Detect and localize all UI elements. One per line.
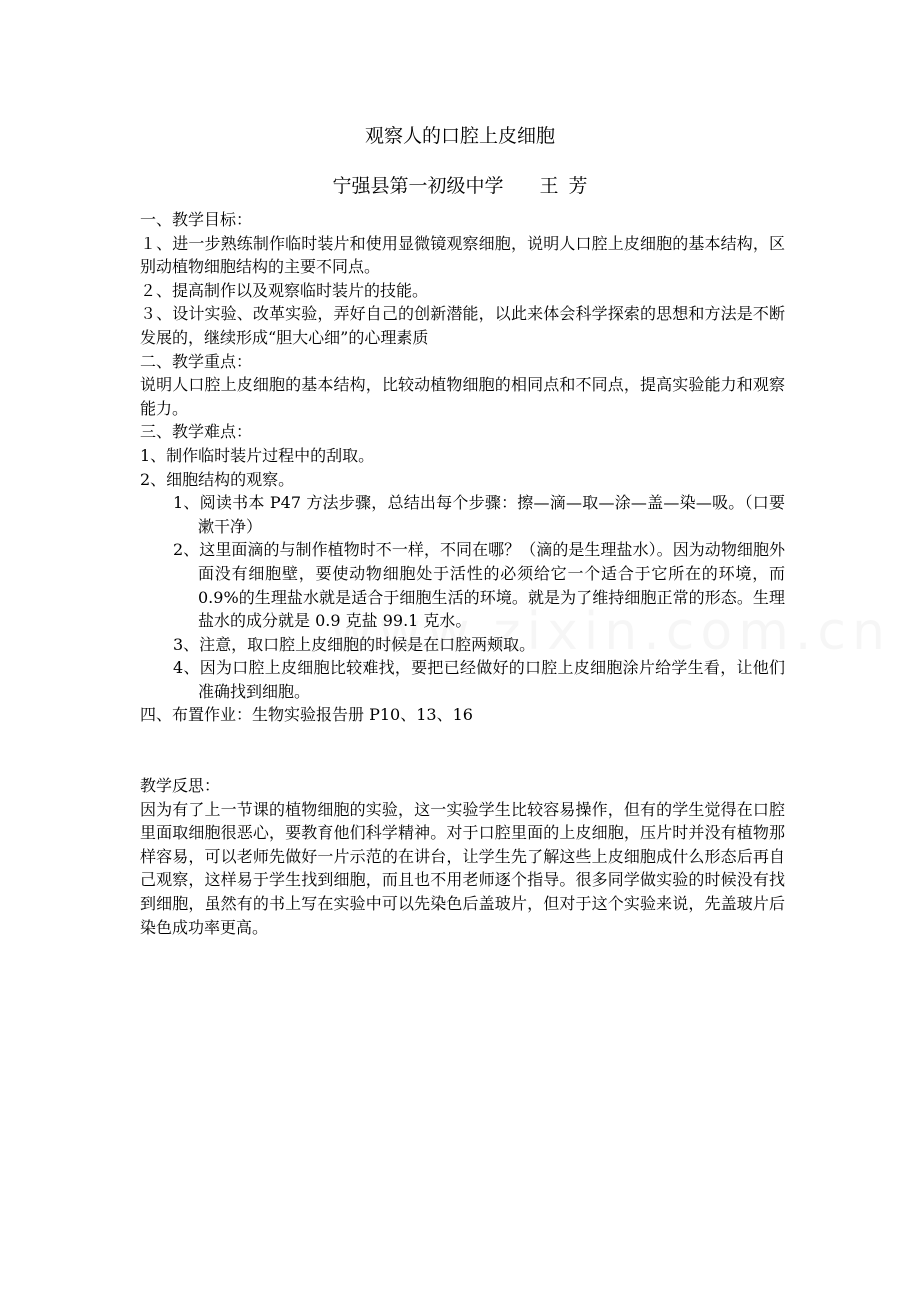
sub-item-3: 3、注意，取口腔上皮细胞的时候是在口腔两颊取。 <box>173 634 536 654</box>
document-body <box>140 208 785 939</box>
difficulties-heading: 三、教学难点： <box>140 422 253 442</box>
section-spacer <box>140 727 785 774</box>
reflection-text: 因为有了上一节课的植物细胞的实验，这一实验学生比较容易操作，但有的学生觉得在口腔里面取细胞很恶心，要教育他们科学精神。对于口腔里面的上皮细胞，压片时并没有植物那样容易，可以老师先做好一片示范的在讲台，让学生先了解这些上皮细胞成什么形态后再自己观察，这样易于学生找到细胞，而且也不用老师逐个指导。很多同学做实验的时候没有找到细胞，虽然有的书上写在实验中可以先染色后盖玻片，但对于这个实验来说，先盖玻片后染色成功率更高。 <box>140 799 785 937</box>
objective-1: １、进一步熟练制作临时装片和使用显微镜观察细胞，说明人口腔上皮细胞的基本结构，区别动植物细胞结构的主要不同点。 <box>140 233 785 277</box>
author-line <box>0 174 920 198</box>
objectives-heading: 一、教学目标： <box>140 210 253 229</box>
difficulty-2: 2、细胞结构的观察。 <box>140 469 295 489</box>
keypoints-text: 说明人口腔上皮细胞的基本结构，比较动植物细胞的相同点和不同点，提高实验能力和观察能力。 <box>140 375 785 418</box>
keypoints-heading: 二、教学重点： <box>140 351 253 371</box>
difficulty-1: 1、制作临时装片过程中的刮取。 <box>140 445 375 465</box>
homework-line: 四、布置作业：生物实验报告册 P10、13、16 <box>140 705 473 725</box>
sub-item-2: 2、这里面滴的与制作植物时不一样，不同在哪？（滴的是生理盐水）。因为动物细胞外面没有细胞壁，要使动物细胞处于活性的必须给它一个适合于它所在的环境，而 0.9%的生理盐水就是适合于细胞生活的环境。就是为了维持细胞正常的形态。生理盐水的成分就是 0.9 克盐 99.1 克水。 <box>173 540 785 631</box>
sub-item-1: 1、阅读书本 P47 方法步骤，总结出每个步骤：擦—滴—取—涂—盖—染—吸。（口要漱干净） <box>173 493 785 536</box>
reflection-heading: 教学反思： <box>140 776 221 796</box>
sub-item-4: 4、因为口腔上皮细胞比较难找，要把已经做好的口腔上皮细胞涂片给学生看，让他们准确找到细胞。 <box>173 658 785 701</box>
school-name: 宁强县第一初级中学 <box>332 175 504 197</box>
author-given-name: 芳 <box>568 175 588 197</box>
author-surname: 王 <box>539 175 559 197</box>
objective-3: ３、设计实验、改革实验，弄好自己的创新潜能，以此来体会科学探索的思想和方法是不断发展的，继续形成“胆大心细”的心理素质 <box>140 304 785 347</box>
document-title: 观察人的口腔上皮细胞 <box>364 125 555 147</box>
objective-2: ２、提高制作以及观察临时装片的技能。 <box>140 280 429 300</box>
